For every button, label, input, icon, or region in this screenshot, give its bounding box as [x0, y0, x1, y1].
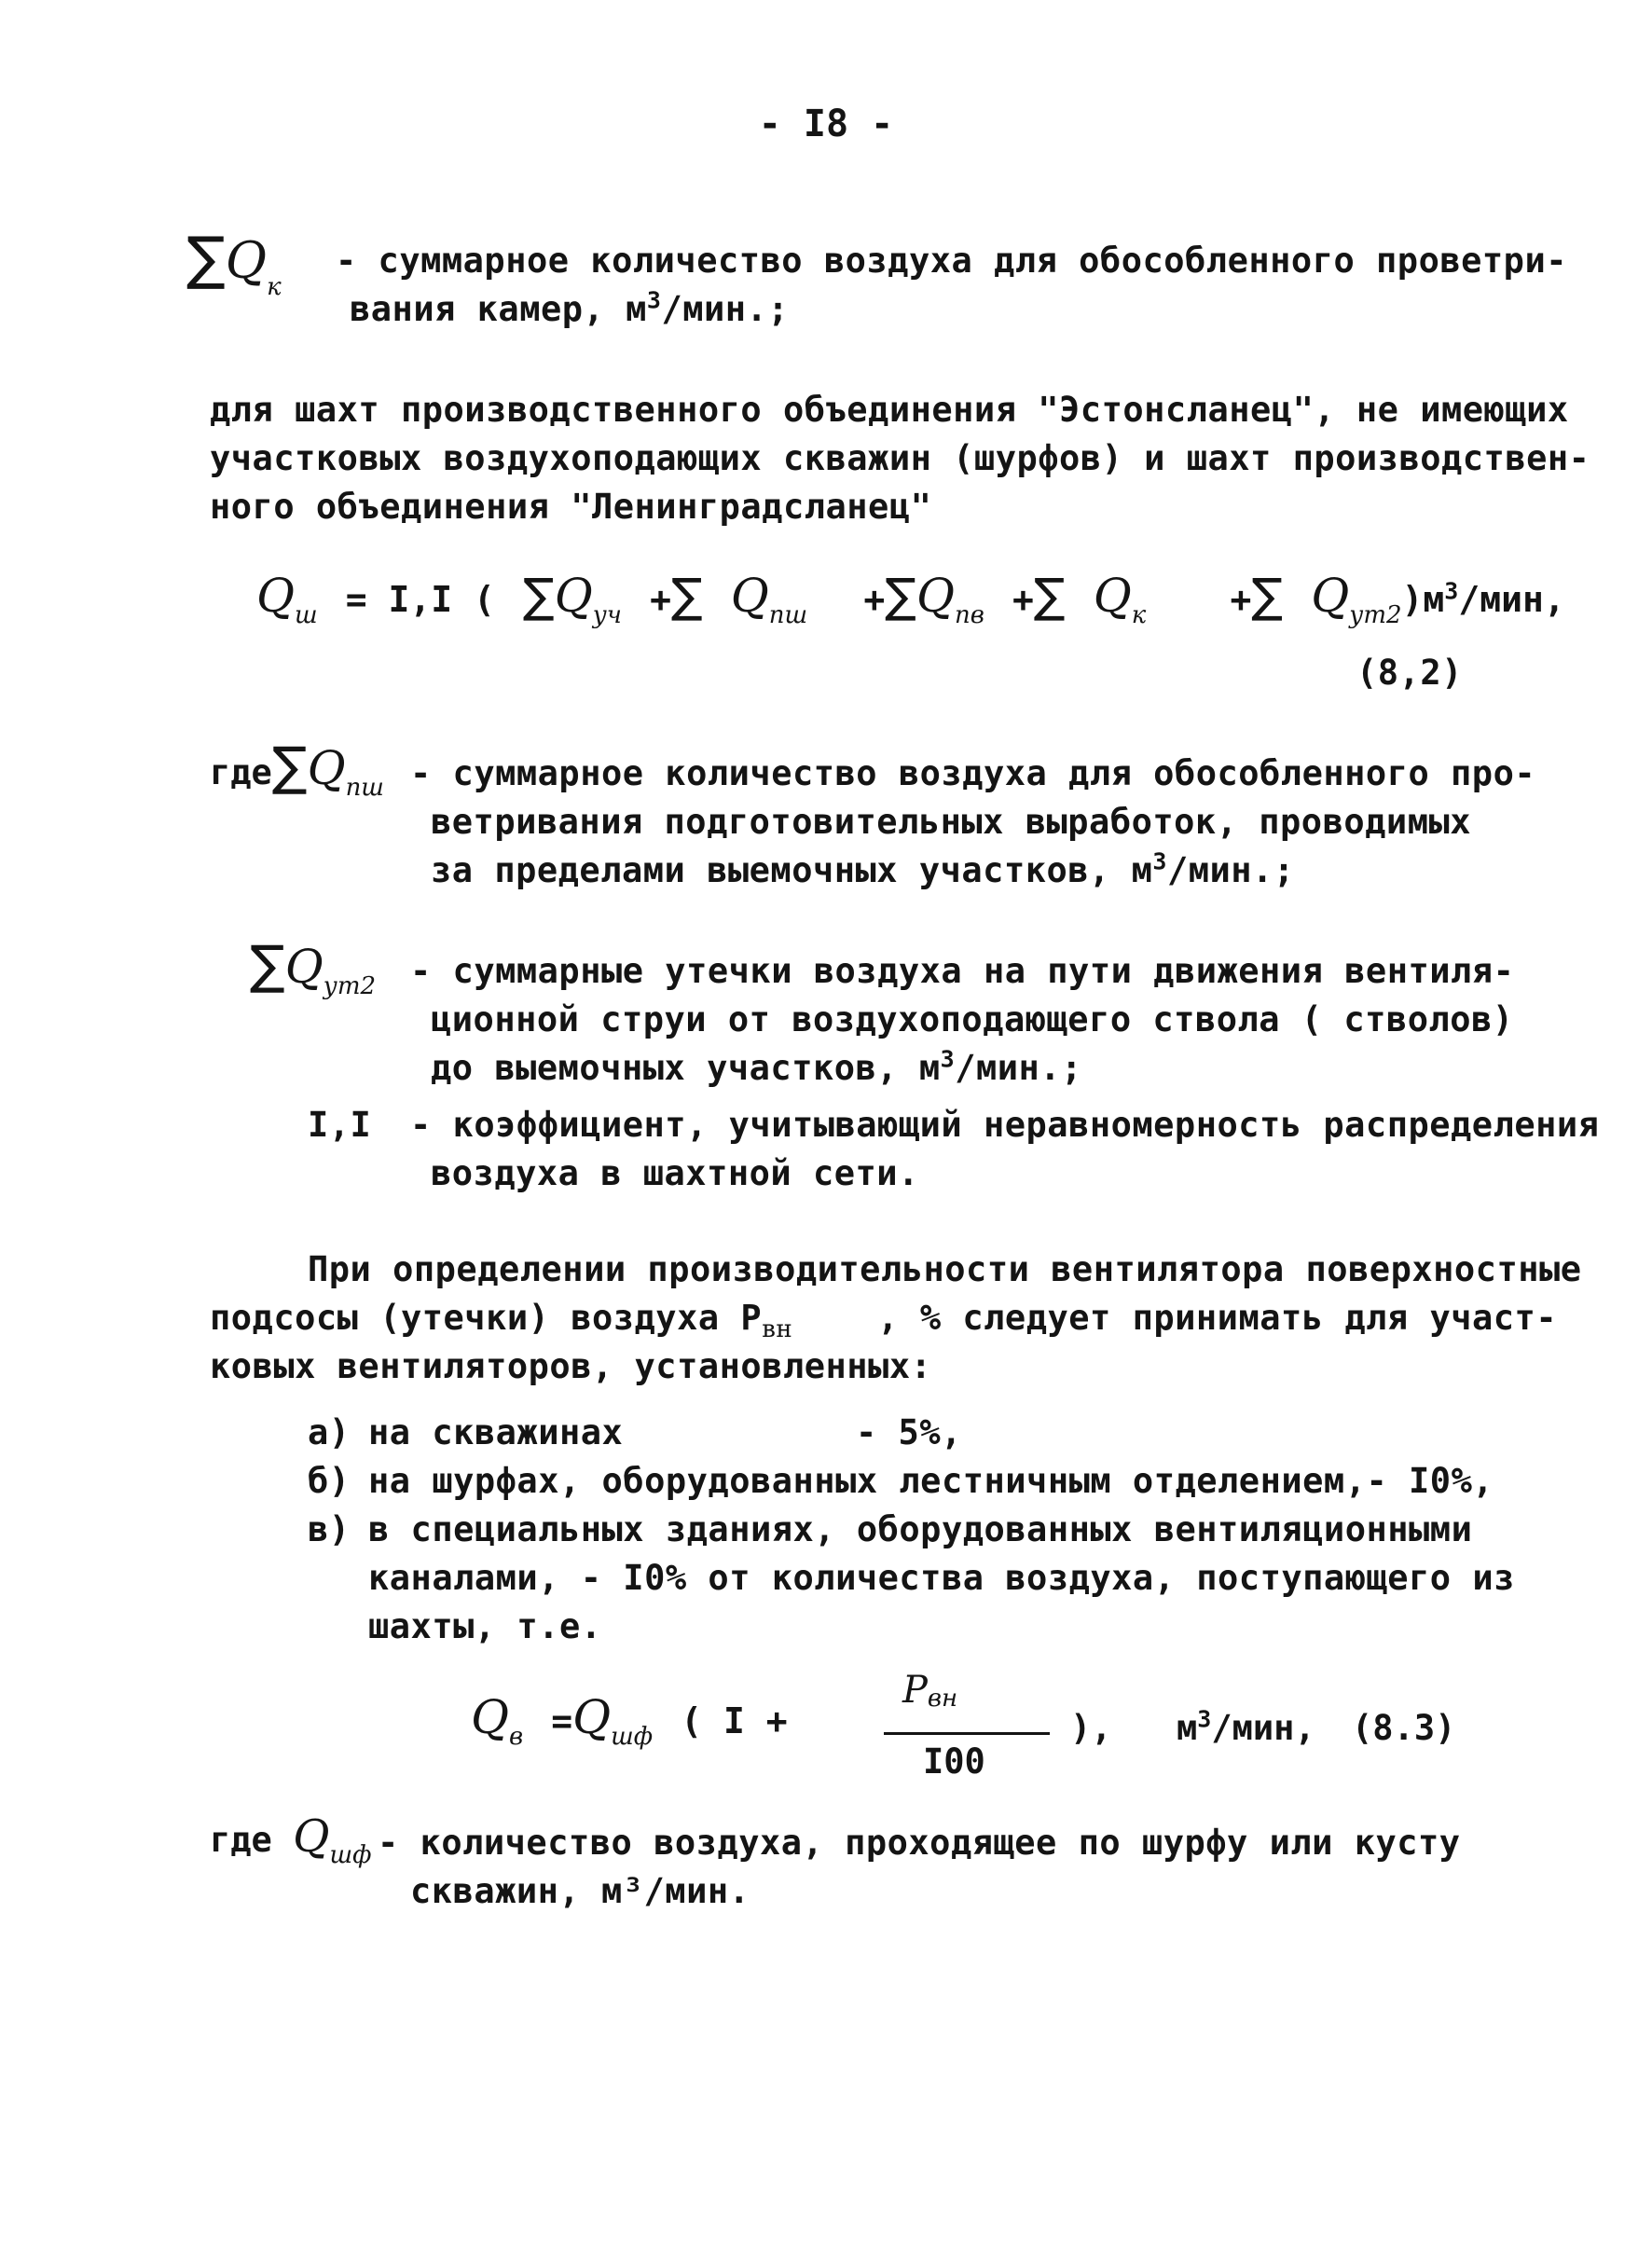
def-qk-line1: - суммарное количество воздуха для обособленного проветри- — [336, 241, 1568, 281]
def-qpsh-prefix: где — [210, 752, 272, 792]
def-coef-line1: - коэффициент, учитывающий неравномерность распределения — [410, 1105, 1600, 1145]
def-qpsh-line3-sup: 3 — [1152, 847, 1167, 875]
def-qut2-line3-sup: 3 — [940, 1045, 956, 1073]
formula-8-3-unit-prefix: м — [1177, 1708, 1198, 1748]
def-qut2-line1: - суммарные утечки воздуха на пути движения вентиля- — [410, 951, 1515, 991]
formula-8-3-rhs-sub: шф — [611, 1723, 654, 1751]
formula-8-3-unit-suffix: /мин, — [1211, 1708, 1315, 1748]
formula-8-3-num-sub: вн — [927, 1685, 958, 1713]
formula-unit-sup: 3 — [1444, 577, 1459, 605]
formula-8-3-denominator: I00 — [923, 1741, 985, 1782]
formula-8-3-rhs: Q — [572, 1690, 612, 1744]
plus-icon: + — [1012, 579, 1034, 620]
q-subscript: к — [267, 273, 282, 301]
def-qk-line2-prefix: вания камер, м — [350, 289, 647, 329]
para2-line3: ковых вентиляторов, установленных: — [210, 1346, 932, 1386]
plus-icon: + — [650, 579, 671, 620]
def-qut2-line3 — [431, 1045, 1082, 1088]
sigma-icon: ∑ — [1251, 569, 1284, 623]
q-symbol: Q — [225, 231, 268, 290]
list-c-label: в) — [308, 1509, 351, 1549]
formula-8-3-unit-sup: 3 — [1197, 1705, 1212, 1733]
def-qpsh-line3-suffix: /мин.; — [1166, 850, 1295, 890]
term-3: Q — [915, 569, 955, 623]
formula-8-3 — [471, 1690, 788, 1751]
term-1: Q — [554, 569, 593, 623]
formula-8-3-lhs-sub: в — [509, 1723, 524, 1751]
def-qut2-q: Q — [284, 940, 324, 994]
para2-line2-b: , % следует принимать для участ- — [877, 1298, 1558, 1338]
sigma-symbol: ∑ — [186, 224, 226, 292]
para2-line1: При определении производительности вентилятора поверхностные — [308, 1249, 1582, 1289]
fraction-bar — [884, 1732, 1050, 1735]
def-qpsh-q: Q — [307, 741, 346, 795]
def-qshf-line2: скважин, м³/мин. — [410, 1871, 750, 1911]
term-5: Q — [1311, 569, 1350, 623]
def-qshf-sub: шф — [329, 1841, 372, 1869]
formula-8-3-open: ( I + — [681, 1700, 788, 1741]
formula-8-3-number: (8.3) — [1352, 1708, 1456, 1748]
formula-8-3-close: ), — [1070, 1708, 1112, 1748]
def-qut2-symbol — [250, 935, 377, 1000]
list-a-value: - 5%, — [856, 1412, 962, 1452]
def-qpsh-line2: ветривания подготовительных выработок, проводимых — [431, 802, 1472, 842]
para2-line2-a: подсосы (утечки) воздуха P — [210, 1298, 763, 1338]
formula-8-3-unit — [1177, 1705, 1315, 1748]
term-2-sub: пш — [768, 601, 808, 629]
formula-unit — [1423, 579, 1564, 620]
formula-8-3-eq: = — [551, 1700, 573, 1741]
formula-8-2 — [256, 569, 1565, 629]
list-a-text: на скважинах — [368, 1412, 624, 1452]
def-qk-line2-sup: 3 — [646, 286, 662, 314]
term-4-sub: к — [1131, 601, 1147, 629]
list-b-label: б) — [308, 1461, 351, 1501]
list-c-line3: шахты, т.е. — [368, 1606, 602, 1646]
formula-8-2-number: (8,2) — [1356, 653, 1463, 693]
para2-line2-sub: вн — [762, 1315, 793, 1343]
sigma-icon: ∑ — [670, 569, 703, 623]
def-qshf-symbol — [210, 1810, 372, 1869]
def-qut2-line3-suffix: /мин.; — [955, 1048, 1082, 1088]
list-a-label: а) — [308, 1412, 351, 1452]
formula-8-3-numerator — [902, 1669, 957, 1712]
def-qk-line2 — [350, 286, 790, 329]
term-2: Q — [730, 569, 769, 623]
list-c-line2: каналами, - I0% от количества воздуха, поступающего из — [368, 1558, 1515, 1598]
def-qpsh-line3-prefix: за пределами выемочных участков, м — [431, 850, 1153, 890]
term-3-sub: пв — [954, 601, 984, 629]
def-qut2-line3-prefix: до выемочных участков, м — [431, 1048, 941, 1088]
term-1-sub: уч — [592, 601, 622, 629]
term-4: Q — [1093, 569, 1132, 623]
formula-close: ) — [1401, 579, 1424, 620]
sigma-icon: ∑ — [523, 569, 555, 623]
def-qpsh-line3 — [431, 847, 1295, 890]
def-qshf-q: Q — [293, 1810, 330, 1863]
def-qk — [186, 224, 282, 301]
term-5-sub: ут2 — [1349, 601, 1402, 629]
formula-lhs: Q — [256, 569, 295, 623]
def-qut2-line2: ционной струи от воздухоподающего ствола ( стволов) — [431, 999, 1514, 1039]
intro-line1: для шахт производственного объединения "Эстонсланец", не имеющих — [210, 390, 1569, 430]
page-number: - I8 - — [758, 103, 894, 145]
intro-line2: участковых воздухоподающих скважин (шурфов) и шахт производствен- — [210, 438, 1590, 478]
def-coef-line2: воздуха в шахтной сети. — [431, 1153, 919, 1193]
def-qpsh-symbol — [210, 736, 384, 802]
para2-line2 — [210, 1298, 1558, 1343]
def-qshf-line1: - количество воздуха, проходящее по шурфу или кусту — [378, 1823, 1461, 1863]
formula-8-3-num: P — [902, 1669, 928, 1712]
def-qpsh-line1: - суммарное количество воздуха для обособленного про- — [410, 753, 1536, 793]
formula-eq: = I,I ( — [345, 579, 495, 620]
intro-line3: ного объединения "Ленинградсланец" — [210, 487, 932, 527]
formula-unit-suffix: /мин, — [1458, 579, 1565, 620]
def-qshf-prefix: где — [210, 1820, 272, 1860]
def-coef-label: I,I — [308, 1105, 372, 1145]
sigma-icon: ∑ — [1033, 569, 1066, 623]
sigma-icon: ∑ — [250, 935, 285, 996]
list-c-line1: в специальных зданиях, оборудованных вентиляционными — [368, 1509, 1473, 1549]
sigma-icon: ∑ — [885, 569, 916, 623]
def-qut2-sub: ут2 — [323, 972, 377, 1000]
def-qpsh-sub: пш — [345, 774, 384, 802]
formula-lhs-sub: ш — [295, 601, 318, 629]
plus-icon: + — [1230, 579, 1252, 620]
formula-8-3-lhs: Q — [471, 1690, 509, 1744]
formula-unit-prefix: м — [1423, 579, 1445, 620]
plus-icon: + — [863, 579, 886, 620]
def-qk-line2-suffix: /мин.; — [661, 289, 790, 329]
list-b-text: на шурфах, оборудованных лестничным отделением,- I0%, — [368, 1461, 1494, 1501]
sigma-icon: ∑ — [271, 736, 308, 797]
